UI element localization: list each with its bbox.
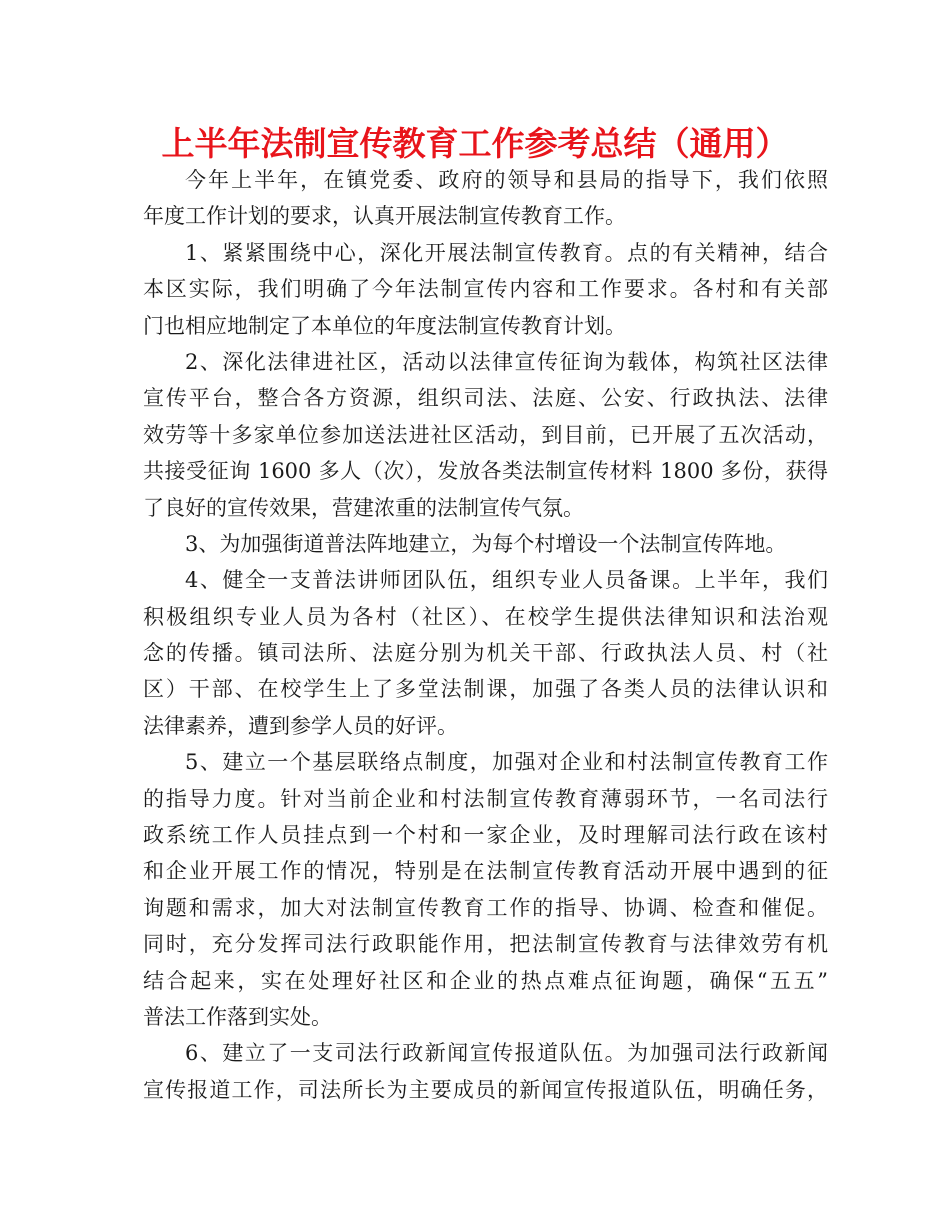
paragraph-line: 法律素养，遭到参学人员的好评。 (143, 713, 458, 738)
paragraph-line: 本区实际，我们明确了今年法制宣传内容和工作要求。各村和有关部 (143, 277, 828, 302)
document-body (143, 162, 828, 1108)
paragraph (143, 344, 828, 526)
paragraph (143, 162, 828, 235)
paragraph-line: 宣传平台，整合各方资源，组织司法、法庭、公安、行政执法、法律 (143, 386, 828, 411)
paragraph-line: 年度工作计划的要求，认真开展法制宣传教育工作。 (143, 204, 626, 229)
paragraph-line: 了良好的宣传效果，营建浓重的法制宣传气氛。 (143, 495, 584, 520)
paragraph-line: 共接受征询 1600 多人（次），发放各类法制宣传材料 1800 多份，获得 (143, 459, 828, 484)
paragraph-line: 今年上半年，在镇党委、政府的领导和县局的指导下，我们依照 (185, 168, 828, 192)
paragraph (143, 744, 828, 1035)
paragraph-line: 1、紧紧围绕中心，深化开展法制宣传教育。点的有关精神，结合 (185, 240, 828, 265)
paragraph-line: 3、为加强街道普法阵地建立，为每个村增设一个法制宣传阵地。 (185, 531, 787, 556)
paragraph-line: 询题和需求，加大对法制宣传教育工作的指导、协调、检查和催促。 (143, 895, 828, 920)
paragraph-line: 2、深化法律进社区，活动以法律宣传征询为载体，构筑社区法律 (185, 349, 828, 374)
paragraph-line: 区）干部、在校学生上了多堂法制课，加强了各类人员的法律认识和 (143, 677, 828, 702)
paragraph-line: 门也相应地制定了本单位的年度法制宣传教育计划。 (143, 313, 626, 338)
paragraph-line: 和企业开展工作的情况，特别是在法制宣传教育活动开展中遇到的征 (143, 859, 828, 884)
paragraph-line: 5、建立一个基层联络点制度，加强对企业和村法制宣传教育工作 (185, 750, 828, 775)
document-title: 上半年法制宣传教育工作参考总结（通用） (161, 124, 789, 163)
paragraph-line: 的指导力度。针对当前企业和村法制宣传教育薄弱环节，一名司法行 (143, 786, 828, 811)
paragraph-line: 结合起来，实在处理好社区和企业的热点难点征询题，确保“五五” (143, 968, 828, 993)
paragraph-line: 念的传播。镇司法所、法庭分别为机关干部、行政执法人员、村（社 (143, 641, 828, 666)
paragraph-line: 同时，充分发挥司法行政职能作用，把法制宣传教育与法律效劳有机 (143, 932, 828, 957)
paragraph-line: 政系统工作人员挂点到一个村和一家企业，及时理解司法行政在该村 (143, 823, 828, 848)
paragraph-line: 积极组织专业人员为各村（社区）、在校学生提供法律知识和法治观 (143, 604, 828, 629)
paragraph (143, 526, 828, 562)
paragraph (143, 235, 828, 344)
paragraph (143, 562, 828, 744)
paragraph-line: 普法工作落到实处。 (143, 1004, 332, 1029)
paragraph-line: 效劳等十多家单位参加送法进社区活动，到目前，已开展了五次活动， (143, 422, 828, 447)
paragraph-line: 4、健全一支普法讲师团队伍，组织专业人员备课。上半年，我们 (185, 568, 828, 593)
paragraph-line: 6、建立了一支司法行政新闻宣传报道队伍。为加强司法行政新闻 (185, 1041, 828, 1066)
paragraph-line: 宣传报道工作，司法所长为主要成员的新闻宣传报道队伍，明确任务， (143, 1077, 828, 1102)
paragraph (143, 1035, 828, 1108)
